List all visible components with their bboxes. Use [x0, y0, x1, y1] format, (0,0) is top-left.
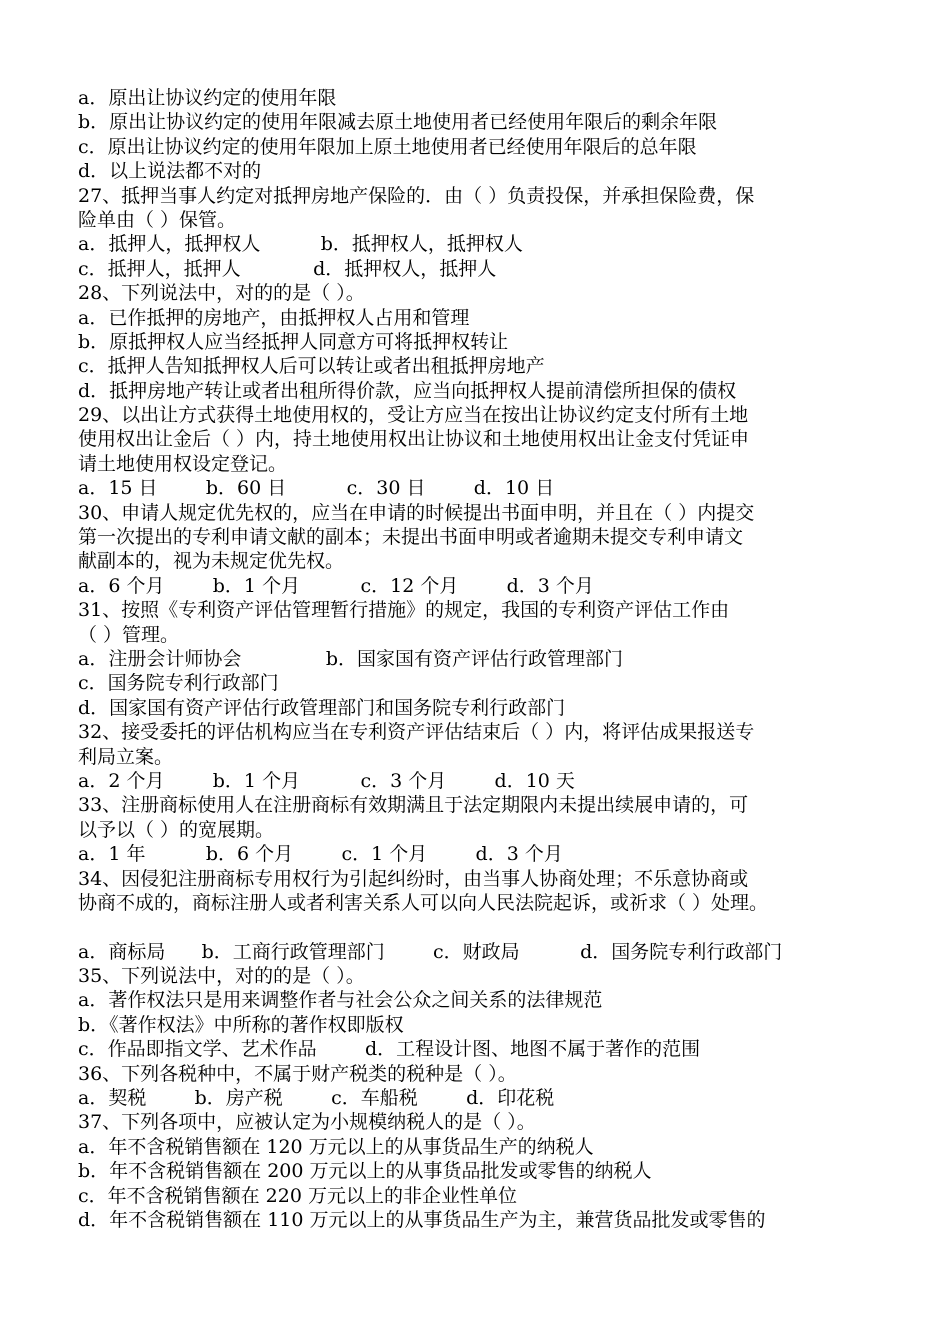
- text-line: 献副本的，视为未规定优先权。: [78, 550, 345, 573]
- text-line: 30、申请人规定优先权的，应当在申请的时候提出书面申明，并且在（ ）内提交: [78, 501, 755, 524]
- text-line: 31、按照《专利资产评估管理暂行措施》的规定，我国的专利资产评估工作由: [78, 599, 730, 622]
- text-line: a．著作权法只是用来调整作者与社会公众之间关系的法律规范: [78, 989, 603, 1012]
- text-line: a．1 年 b．6 个月 c．1 个月 d．3 个月: [78, 843, 563, 866]
- text-line: a．2 个月 b．1 个月 c．3 个月 d．10 天: [78, 769, 575, 792]
- text-line: d．国家国有资产评估行政管理部门和国务院专利行政部门: [78, 696, 566, 719]
- text-line: 协商不成的，商标注册人或者利害关系人可以向人民法院起诉，或祈求（ ）处理。: [78, 891, 769, 914]
- document-page: [78, 86, 890, 1232]
- text-line: （ ）管理。: [78, 623, 180, 646]
- text-line: c．作品即指文学、艺术作品 d．工程设计图、地图不属于著作的范围: [78, 1038, 701, 1061]
- text-line: a．6 个月 b．1 个月 c．12 个月 d．3 个月: [78, 574, 594, 597]
- text-line: 险单由（ ）保管。: [78, 208, 237, 231]
- text-line: 第一次提出的专利申请文献的副本；未提出书面申明或者逾期未提交专利申请文: [78, 526, 744, 549]
- text-line: b．原抵押权人应当经抵押人同意方可将抵押权转让: [78, 330, 509, 353]
- text-line: 请土地使用权设定登记。: [78, 452, 288, 475]
- text-line: a．已作抵押的房地产，由抵押权人占用和管理: [78, 306, 470, 329]
- text-line: a．15 日 b．60 日 c．30 日 d．10 日: [78, 477, 555, 500]
- text-line: c．年不含税销售额在 220 万元以上的非企业性单位: [78, 1184, 517, 1207]
- text-line: c．抵押人告知抵押权人后可以转让或者出租抵押房地产: [78, 355, 545, 378]
- text-line: 以予以（ ）的宽展期。: [78, 818, 275, 841]
- text-line: c．国务院专利行政部门: [78, 672, 279, 695]
- text-line: 37、下列各项中，应被认定为小规模纳税人的是（ ）。: [78, 1111, 536, 1134]
- text-line: a．原出让协议约定的使用年限: [78, 87, 337, 109]
- text-line: d．年不含税销售额在 110 万元以上的从事货品生产为主，兼营货品批发或零售的: [78, 1208, 766, 1231]
- text-line: b．原出让协议约定的使用年限减去原土地使用者已经使用年限后的剩余年限: [78, 111, 718, 134]
- text-line: a．商标局 b．工商行政管理部门 c．财政局 d．国务院专利行政部门: [78, 940, 783, 963]
- text-line: 29、以出让方式获得土地使用权的，受让方应当在按出让协议约定支付所有土地: [78, 404, 749, 427]
- text-line: 35、下列说法中，对的的是（ ）。: [78, 965, 365, 988]
- text-line: 36、下列各税种中，不属于财产税类的税种是（ ）。: [78, 1062, 517, 1085]
- text-line: a．年不含税销售额在 120 万元以上的从事货品生产的纳税人: [78, 1135, 594, 1158]
- text-line: d．抵押房地产转让或者出租所得价款，应当向抵押权人提前清偿所担保的债权: [78, 379, 737, 402]
- text-line: a．抵押人，抵押权人 b．抵押权人，抵押权人: [78, 233, 523, 256]
- text-line: 使用权出让金后（ ）内，持土地使用权出让协议和土地使用权出让金支付凭证申: [78, 428, 750, 451]
- text-line: b．《著作权法》中所称的著作权即版权: [78, 1013, 404, 1036]
- text-line: [78, 915, 890, 939]
- text-line: 27、抵押当事人约定对抵押房地产保险的．由（ ）负责投保，并承担保险费，保: [78, 184, 755, 207]
- text-line: b．年不含税销售额在 200 万元以上的从事货品批发或零售的纳税人: [78, 1160, 652, 1183]
- text-line: 32、接受委托的评估机构应当在专利资产评估结束后（ ）内，将评估成果报送专: [78, 721, 755, 744]
- text-line: a．契税 b．房产税 c．车船税 d．印花税: [78, 1087, 555, 1110]
- text-line: c．原出让协议约定的使用年限加上原土地使用者已经使用年限后的总年限: [78, 135, 697, 158]
- text-line: 34、因侵犯注册商标专用权行为引起纠纷时，由当事人协商处理；不乐意协商或: [78, 867, 749, 890]
- text-line: 33、注册商标使用人在注册商标有效期满且于法定期限内未提出续展申请的，可: [78, 794, 749, 817]
- text-line: 利局立案。: [78, 745, 174, 768]
- text-line: d．以上说法都不对的: [78, 160, 262, 183]
- text-line: a．注册会计师协会 b．国家国有资产评估行政管理部门: [78, 647, 624, 670]
- text-line: c．抵押人，抵押人 d．抵押权人，抵押人: [78, 257, 497, 280]
- text-line: 28、下列说法中，对的的是（ ）。: [78, 282, 365, 305]
